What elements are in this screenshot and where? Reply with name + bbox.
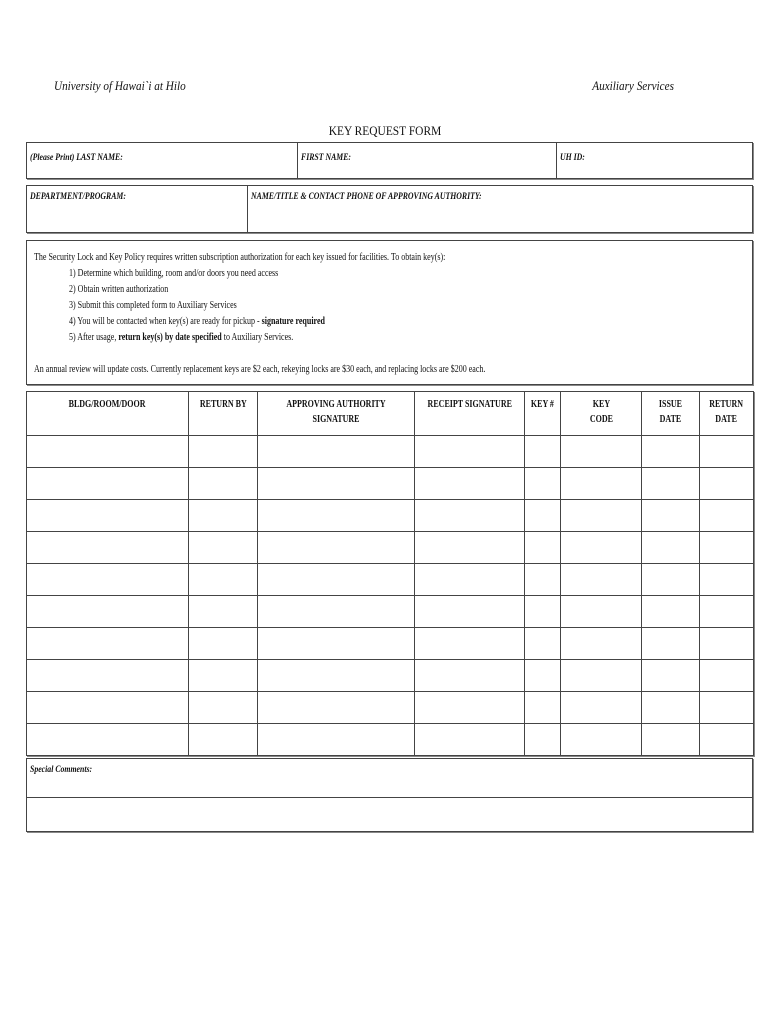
table-cell[interactable] [415, 532, 525, 564]
table-cell[interactable] [561, 628, 642, 660]
table-cell[interactable] [525, 628, 561, 660]
column-header: KEY CODE [561, 392, 642, 436]
first-name-label: FIRST NAME: [301, 153, 352, 163]
table-cell[interactable] [525, 532, 561, 564]
table-cell[interactable] [700, 532, 754, 564]
table-cell[interactable] [561, 660, 642, 692]
column-header: RETURN BY [189, 392, 258, 436]
policy-step-4: 4) You will be contacted when key(s) are ready for pickup - signature required [69, 316, 325, 327]
table-cell[interactable] [415, 500, 525, 532]
table-cell[interactable] [189, 660, 258, 692]
table-cell[interactable] [642, 596, 700, 628]
column-header: ISSUE DATE [642, 392, 700, 436]
table-cell[interactable] [700, 500, 754, 532]
table-cell[interactable] [27, 628, 189, 660]
column-header: BLDG/ROOM/DOOR [27, 392, 189, 436]
table-cell[interactable] [27, 660, 189, 692]
policy-annual-review: An annual review will update costs. Currently replacement keys are $2 each, rekeying locks are $30 each, and replacing locks are $200 each. [34, 364, 486, 375]
table-row [27, 436, 754, 468]
table-cell[interactable] [642, 468, 700, 500]
table-cell[interactable] [415, 724, 525, 756]
table-row [27, 692, 754, 724]
department-label: DEPARTMENT/PROGRAM: [30, 192, 126, 202]
comments-divider [27, 797, 752, 798]
table-cell[interactable] [700, 564, 754, 596]
table-cell[interactable] [189, 564, 258, 596]
policy-step-5: 5) After usage, return key(s) by date specified to Auxiliary Services. [69, 332, 294, 343]
table-cell[interactable] [642, 724, 700, 756]
table-cell[interactable] [525, 500, 561, 532]
table-cell[interactable] [642, 564, 700, 596]
table-cell[interactable] [700, 660, 754, 692]
table-cell[interactable] [525, 596, 561, 628]
table-cell[interactable] [642, 628, 700, 660]
table-cell[interactable] [189, 724, 258, 756]
table-cell[interactable] [189, 596, 258, 628]
table-cell[interactable] [525, 724, 561, 756]
table-cell[interactable] [525, 692, 561, 724]
table-row [27, 468, 754, 500]
table-cell[interactable] [27, 436, 189, 468]
last-name-label: (Please Print) LAST NAME: [30, 153, 123, 163]
table-row [27, 532, 754, 564]
table-cell[interactable] [258, 692, 415, 724]
form-title: KEY REQUEST FORM [328, 123, 442, 138]
column-header: APPROVING AUTHORITY SIGNATURE [258, 392, 415, 436]
table-cell[interactable] [561, 724, 642, 756]
table-cell[interactable] [700, 628, 754, 660]
approver-label: NAME/TITLE & CONTACT PHONE OF APPROVING AUTHORITY: [251, 192, 482, 202]
table-cell[interactable] [561, 692, 642, 724]
table-cell[interactable] [700, 724, 754, 756]
table-cell[interactable] [189, 500, 258, 532]
table-cell[interactable] [415, 628, 525, 660]
table-cell[interactable] [258, 500, 415, 532]
table-row [27, 724, 754, 756]
special-comments-label: Special Comments: [30, 765, 93, 775]
table-cell[interactable] [525, 468, 561, 500]
table-cell[interactable] [415, 660, 525, 692]
table-cell[interactable] [258, 468, 415, 500]
table-cell[interactable] [27, 596, 189, 628]
table-row [27, 500, 754, 532]
uh-id-label: UH ID: [560, 153, 585, 163]
department-approver-row [26, 185, 753, 233]
table-cell[interactable] [525, 660, 561, 692]
table-cell[interactable] [258, 532, 415, 564]
table-cell[interactable] [415, 596, 525, 628]
table-cell[interactable] [189, 532, 258, 564]
policy-intro: The Security Lock and Key Policy requires written subscription authorization for each key issued for facilities. To obtain key(s): [34, 252, 446, 263]
key-request-table [26, 391, 754, 756]
table-cell[interactable] [27, 692, 189, 724]
table-cell[interactable] [415, 692, 525, 724]
first-name-field[interactable] [297, 143, 556, 178]
table-cell[interactable] [700, 468, 754, 500]
table-cell[interactable] [189, 468, 258, 500]
university-name: University of Hawai`i at Hilo [54, 78, 186, 93]
table-cell[interactable] [258, 628, 415, 660]
table-cell[interactable] [561, 532, 642, 564]
policy-step-1: 1) Determine which building, room and/or doors you need access [69, 268, 279, 279]
table-cell[interactable] [561, 500, 642, 532]
table-cell[interactable] [258, 660, 415, 692]
table-cell[interactable] [642, 692, 700, 724]
table-cell[interactable] [27, 564, 189, 596]
table-cell[interactable] [642, 660, 700, 692]
name-id-row [26, 142, 753, 179]
table-cell[interactable] [700, 436, 754, 468]
table-cell[interactable] [415, 436, 525, 468]
table-cell[interactable] [27, 468, 189, 500]
table-cell[interactable] [642, 500, 700, 532]
table-cell[interactable] [189, 628, 258, 660]
table-cell[interactable] [415, 468, 525, 500]
column-header: RECEIPT SIGNATURE [415, 392, 525, 436]
table-cell[interactable] [27, 724, 189, 756]
table-row [27, 660, 754, 692]
policy-step-2: 2) Obtain written authorization [69, 284, 169, 295]
department-name: Auxiliary Services [592, 78, 674, 93]
table-cell[interactable] [258, 724, 415, 756]
table-cell[interactable] [700, 596, 754, 628]
table-cell[interactable] [258, 564, 415, 596]
special-comments-box[interactable] [26, 758, 753, 832]
column-header: RETURN DATE [700, 392, 754, 436]
table-row [27, 628, 754, 660]
table-body [27, 436, 754, 756]
table-cell[interactable] [561, 436, 642, 468]
table-cell[interactable] [525, 564, 561, 596]
table-cell[interactable] [258, 596, 415, 628]
approver-field[interactable] [247, 186, 752, 232]
table-cell[interactable] [642, 436, 700, 468]
table-cell[interactable] [700, 692, 754, 724]
table-cell[interactable] [27, 532, 189, 564]
table-header-row [27, 392, 754, 436]
table-cell[interactable] [189, 436, 258, 468]
column-header: KEY # [525, 392, 561, 436]
table-cell[interactable] [189, 692, 258, 724]
table-cell[interactable] [561, 596, 642, 628]
table-cell[interactable] [642, 532, 700, 564]
uh-id-field[interactable] [556, 143, 752, 178]
table-cell[interactable] [561, 468, 642, 500]
table-cell[interactable] [258, 436, 415, 468]
table-row [27, 596, 754, 628]
table-cell[interactable] [415, 564, 525, 596]
table-cell[interactable] [561, 564, 642, 596]
table-row [27, 564, 754, 596]
table-cell[interactable] [27, 500, 189, 532]
policy-step-3: 3) Submit this completed form to Auxiliary Services [69, 300, 237, 311]
policy-info-box [26, 240, 753, 385]
table-cell[interactable] [525, 436, 561, 468]
